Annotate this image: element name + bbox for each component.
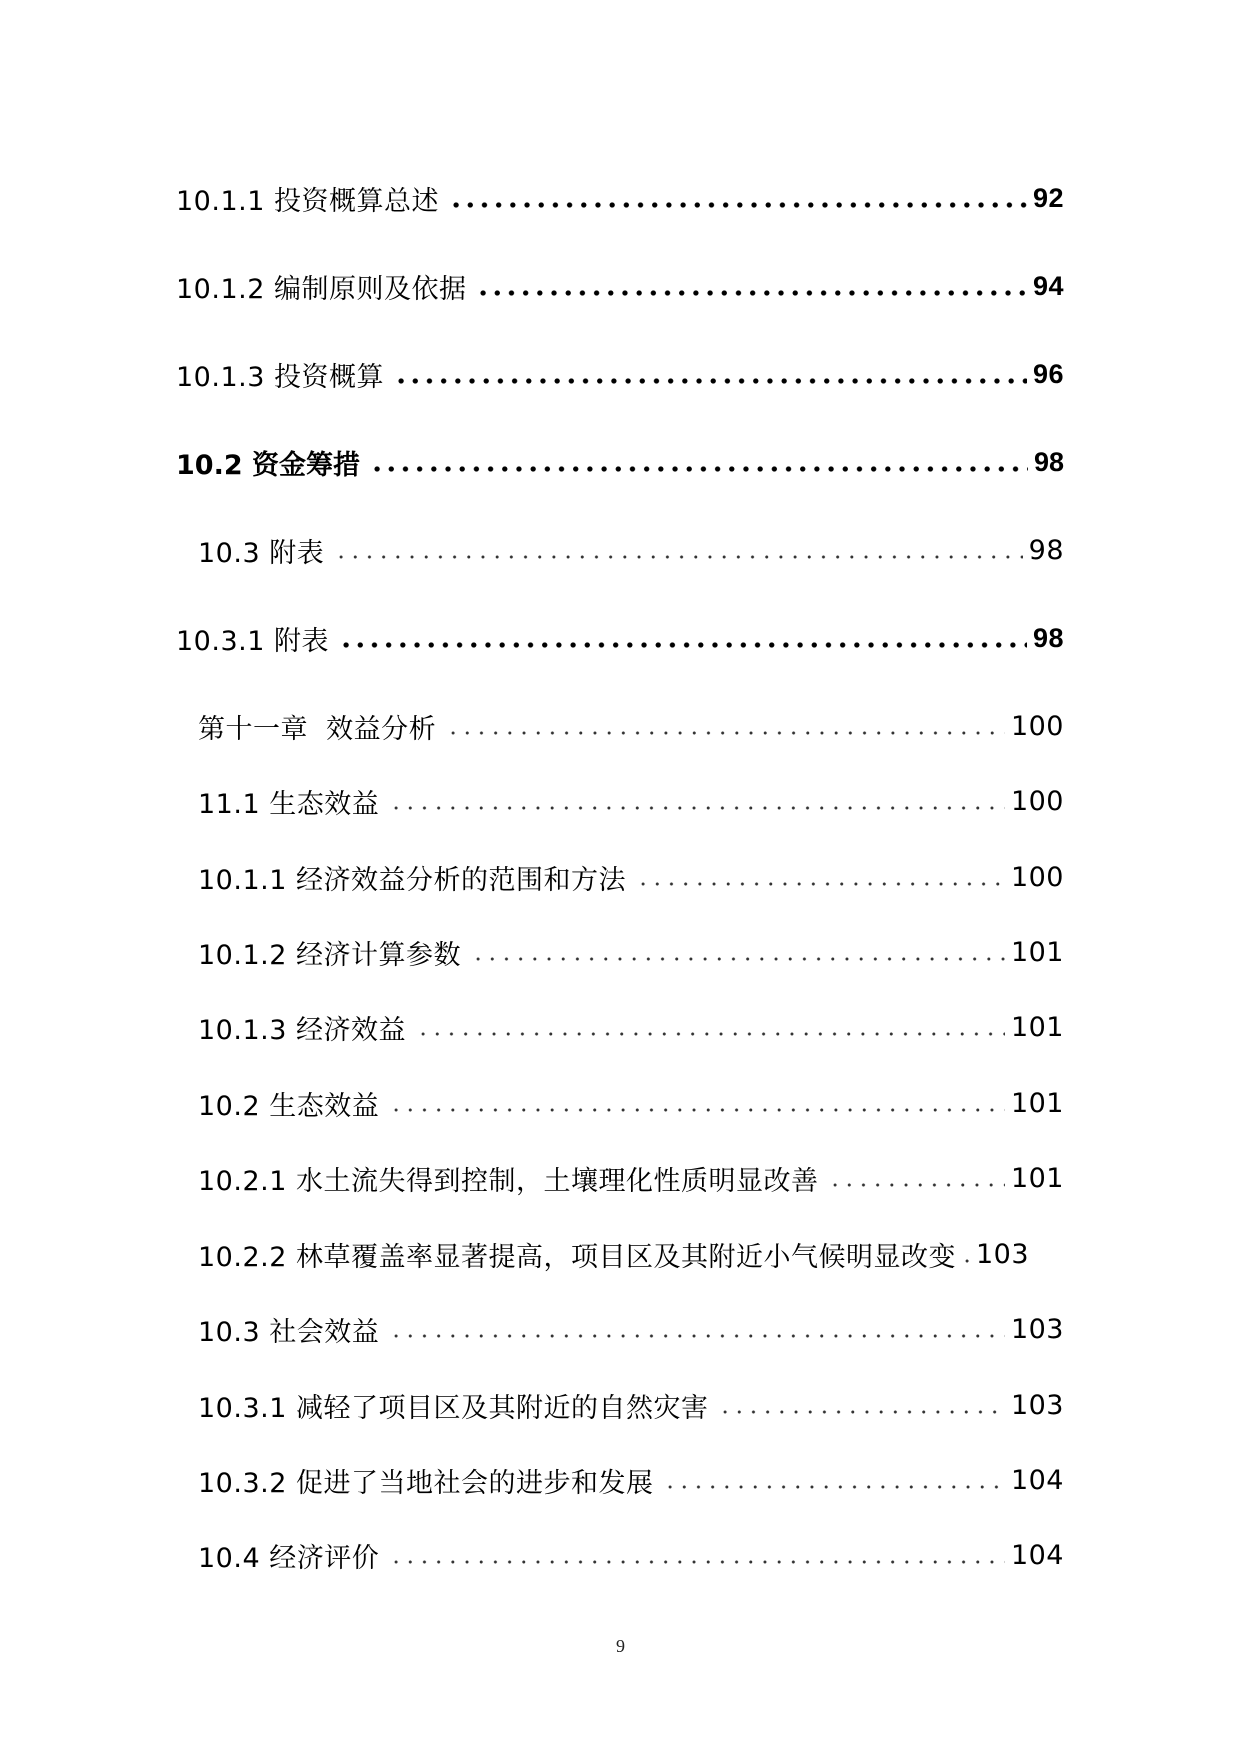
- dot-leader: [636, 880, 1005, 888]
- toc-entry[interactable]: [0, 178, 1241, 218]
- dot-leader: [718, 1408, 1004, 1416]
- toc-entry-title: 10.2 生态效益: [198, 1090, 380, 1122]
- toc-entry[interactable]: [0, 932, 1241, 972]
- page-number: 9: [616, 1636, 625, 1656]
- dot-leader: [446, 729, 1005, 737]
- toc-entry-title: 10.2 资金筹措: [176, 449, 361, 481]
- dot-leader: [389, 1558, 1005, 1566]
- toc-entry-page: 101: [1010, 1011, 1064, 1043]
- toc-entry-title: 10.1.2 编制原则及依据: [176, 273, 467, 305]
- toc-entry[interactable]: [0, 530, 1241, 570]
- toc-entry-title: 10.3.1 减轻了项目区及其附近的自然灾害: [198, 1392, 709, 1424]
- toc-entry-page: 101: [1010, 936, 1064, 968]
- toc-entry[interactable]: [0, 266, 1241, 306]
- toc-entry[interactable]: [0, 354, 1241, 394]
- toc-entry[interactable]: [0, 442, 1241, 482]
- dot-leader: [471, 955, 1005, 963]
- toc-entry-title: 10.1.1 经济效益分析的范围和方法: [198, 864, 626, 896]
- dot-leader: [449, 201, 1027, 209]
- toc-entry-title: 10.3.2 促进了当地社会的进步和发展: [198, 1467, 654, 1499]
- dot-leader: [389, 804, 1005, 812]
- dot-leader: [394, 377, 1027, 385]
- toc-entry-page: 104: [1010, 1539, 1064, 1571]
- toc-entry-page: 98: [1028, 534, 1064, 566]
- toc-entry-title: 10.2.1 水土流失得到控制，土壤理化性质明显改善: [198, 1165, 819, 1197]
- toc-entry-page: 100: [1010, 785, 1064, 817]
- dot-leader: [339, 641, 1027, 649]
- toc-entry-title: 10.2.2 林草覆盖率显著提高，项目区及其附近小气候明显改变: [198, 1241, 956, 1273]
- toc-entry[interactable]: [0, 781, 1241, 821]
- toc-entry[interactable]: [0, 1007, 1241, 1047]
- toc-entry[interactable]: [0, 1158, 1241, 1198]
- toc-entry-page: 94: [1032, 270, 1064, 301]
- toc-entry-page: 103: [1010, 1389, 1064, 1421]
- toc-entry-title: 第十一章 效益分析: [198, 713, 437, 745]
- toc-entry[interactable]: [0, 1385, 1241, 1425]
- toc-entry-page: 96: [1032, 358, 1064, 389]
- dot-leader: [416, 1030, 1005, 1038]
- toc-entry-page: 104: [1010, 1464, 1064, 1496]
- toc-entry-title: 10.4 经济评价: [198, 1542, 380, 1574]
- toc-entry-page: 92: [1032, 182, 1064, 213]
- toc-entry[interactable]: [0, 1083, 1241, 1123]
- toc-entry-page: 101: [1010, 1162, 1064, 1194]
- toc-entry-page: 98: [1033, 446, 1064, 477]
- toc-entry-page: 101: [1010, 1087, 1064, 1119]
- toc-entry[interactable]: [0, 1460, 1241, 1500]
- dot-leader: [960, 1257, 974, 1265]
- toc-entry[interactable]: [0, 1309, 1241, 1349]
- toc-entry[interactable]: [0, 706, 1241, 746]
- toc-entry-page: 100: [1010, 861, 1064, 893]
- dot-leader: [389, 1332, 1005, 1340]
- dot-leader: [389, 1106, 1005, 1114]
- toc-entry-page: 98: [1032, 622, 1064, 653]
- toc-entry[interactable]: [0, 618, 1241, 658]
- toc-entry-title: 11.1 生态效益: [198, 788, 380, 820]
- toc-entry[interactable]: [0, 1535, 1241, 1575]
- toc-entry-title: 10.1.2 经济计算参数: [198, 939, 461, 971]
- toc-entry-page: 100: [1010, 710, 1064, 742]
- toc-entry[interactable]: [0, 1234, 1241, 1274]
- dot-leader: [828, 1181, 1004, 1189]
- dot-leader: [476, 289, 1026, 297]
- toc-entry-title: 10.3.1 附表: [176, 625, 329, 657]
- toc-entry-title: 10.1.3 经济效益: [198, 1014, 406, 1046]
- toc-entry-title: 10.3 社会效益: [198, 1316, 380, 1348]
- toc-entry-title: 10.1.1 投资概算总述: [176, 185, 439, 217]
- dot-leader: [334, 553, 1022, 561]
- toc-entry-page: 103: [1010, 1313, 1064, 1345]
- toc-entry-title: 10.1.3 投资概算: [176, 361, 384, 393]
- toc-entry-title: 10.3 附表: [198, 537, 325, 569]
- dot-leader: [663, 1483, 1004, 1491]
- toc-entry[interactable]: [0, 857, 1241, 897]
- toc-entry-page: 103: [975, 1238, 1030, 1270]
- dot-leader: [370, 465, 1028, 473]
